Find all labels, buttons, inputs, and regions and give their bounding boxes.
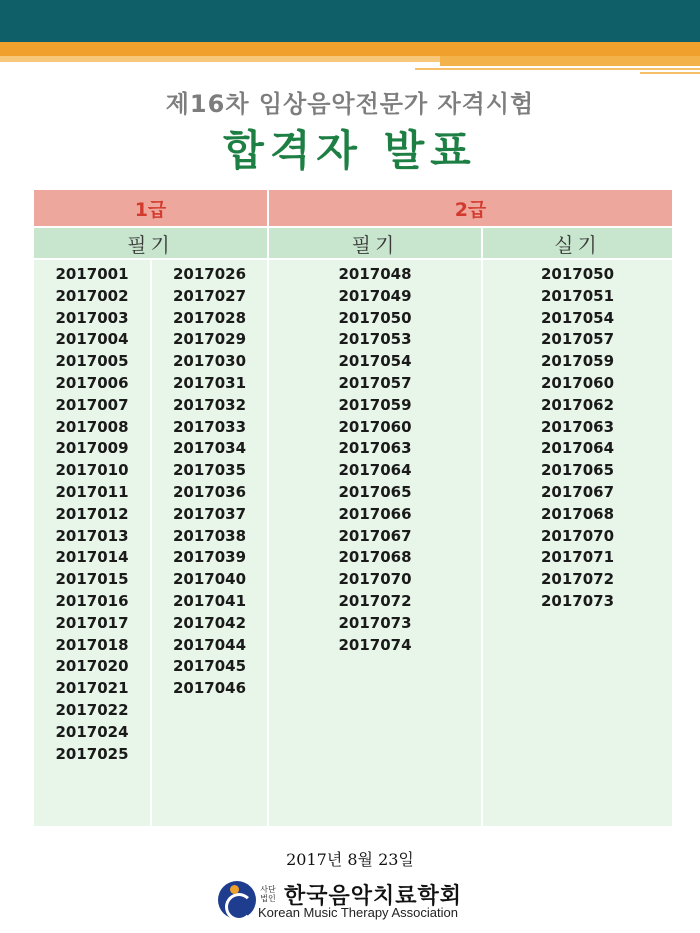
candidate-number: 2017011 [55,482,129,501]
candidate-number: 2017065 [338,482,412,501]
candidate-number: 2017073 [540,591,615,610]
grade2-practical-header: 실기 [483,228,672,258]
candidate-number: 2017071 [540,548,615,567]
candidate-number: 2017050 [338,308,412,327]
candidate-number: 2017034 [172,439,247,458]
candidate-number: 2017014 [55,548,129,567]
candidate-number: 2017040 [172,570,247,589]
candidate-number: 2017009 [55,439,129,458]
header-band-orange-accent [440,56,700,66]
candidate-number: 2017020 [55,657,129,676]
candidate-number: 2017070 [540,526,615,545]
candidate-number: 2017027 [172,286,247,305]
candidate-number: 2017064 [338,461,412,480]
candidate-number: 2017059 [540,352,615,371]
candidate-number: 2017041 [172,591,247,610]
candidate-number: 2017042 [172,613,247,632]
grade2-written-col [269,260,481,826]
candidate-number: 2017074 [338,635,412,654]
org-name-english: Korean Music Therapy Association [258,905,458,920]
candidate-number: 2017004 [55,330,129,349]
header-band-light [0,56,440,62]
grade1-written-col2 [152,260,267,826]
page-title: 합격자 발표 [223,126,477,175]
candidate-number: 2017033 [172,417,247,436]
music-note-logo-icon [218,881,256,919]
candidate-number: 2017001 [55,265,129,283]
org-name-korean: 한국음악치료학회 [284,884,463,909]
candidate-number: 2017068 [540,504,615,523]
candidate-number: 2017032 [172,395,247,414]
candidate-number: 2017039 [172,548,247,567]
candidate-number: 2017073 [338,613,412,632]
candidate-number: 2017022 [55,700,129,719]
candidate-number: 2017048 [338,265,412,283]
decor-line [640,72,700,74]
header-band-orange [0,42,700,56]
grade1-written-header: 필기 [34,228,267,258]
candidate-number: 2017065 [540,461,615,480]
candidate-number: 2017046 [172,679,247,698]
candidate-number: 2017072 [540,570,615,589]
candidate-number: 2017068 [338,548,412,567]
candidate-number: 2017057 [338,373,412,392]
candidate-number: 2017066 [338,504,412,523]
candidate-number: 2017012 [55,504,129,523]
page-subtitle: 제16차 임상음악전문가 자격시험 [165,90,535,118]
candidate-number: 2017062 [540,395,615,414]
grade1-header: 1급 [34,190,267,226]
candidate-number: 2017060 [338,417,412,436]
candidate-number: 2017016 [55,591,129,610]
candidate-number: 2017063 [540,417,615,436]
candidate-number: 2017035 [172,461,247,480]
candidate-number: 2017044 [172,635,247,654]
candidate-number: 2017038 [172,526,247,545]
candidate-number: 2017049 [338,286,412,305]
candidate-number: 2017037 [172,504,247,523]
candidate-number: 2017053 [338,330,412,349]
org-type-label: 사단 법인 [260,885,276,903]
candidate-number: 2017054 [540,308,615,327]
candidate-number: 2017026 [172,265,247,283]
grade2-header: 2급 [269,190,672,226]
candidate-number: 2017031 [172,373,247,392]
candidate-number: 2017070 [338,570,412,589]
candidate-number: 2017050 [540,265,615,283]
candidate-number: 2017025 [55,744,129,763]
candidate-number: 2017063 [338,439,412,458]
candidate-number: 2017006 [55,373,129,392]
candidate-number: 2017003 [55,308,129,327]
candidate-number: 2017054 [338,352,412,371]
candidate-number: 2017002 [55,286,129,305]
candidate-number: 2017072 [338,591,412,610]
header-band-teal [0,0,700,42]
candidate-number: 2017036 [172,482,247,501]
candidate-number: 2017029 [172,330,247,349]
candidate-number: 2017024 [55,722,129,741]
candidate-number: 2017013 [55,526,129,545]
candidate-number: 2017018 [55,635,129,654]
candidate-number: 2017057 [540,330,615,349]
candidate-number: 2017060 [540,373,615,392]
candidate-number: 2017051 [540,286,615,305]
candidate-number: 2017064 [540,439,615,458]
candidate-number: 2017015 [55,570,129,589]
candidate-number: 2017008 [55,417,129,436]
results-table [34,190,672,826]
candidate-number: 2017005 [55,352,129,371]
org-logo [218,875,488,925]
candidate-number: 2017007 [55,395,129,414]
candidate-number: 2017010 [55,461,129,480]
candidate-number: 2017067 [338,526,412,545]
candidate-number: 2017030 [172,352,247,371]
candidate-number: 2017045 [172,657,247,676]
candidate-number: 2017067 [540,482,615,501]
candidate-number: 2017059 [338,395,412,414]
grade1-written-col1 [34,260,150,826]
candidate-number: 2017017 [55,613,129,632]
candidate-number: 2017021 [55,679,129,698]
grade2-practical-col [483,260,672,826]
decor-line [415,68,700,70]
announcement-date: 2017년 8월 23일 [286,850,414,869]
grade2-written-header: 필기 [269,228,481,258]
candidate-number: 2017028 [172,308,247,327]
